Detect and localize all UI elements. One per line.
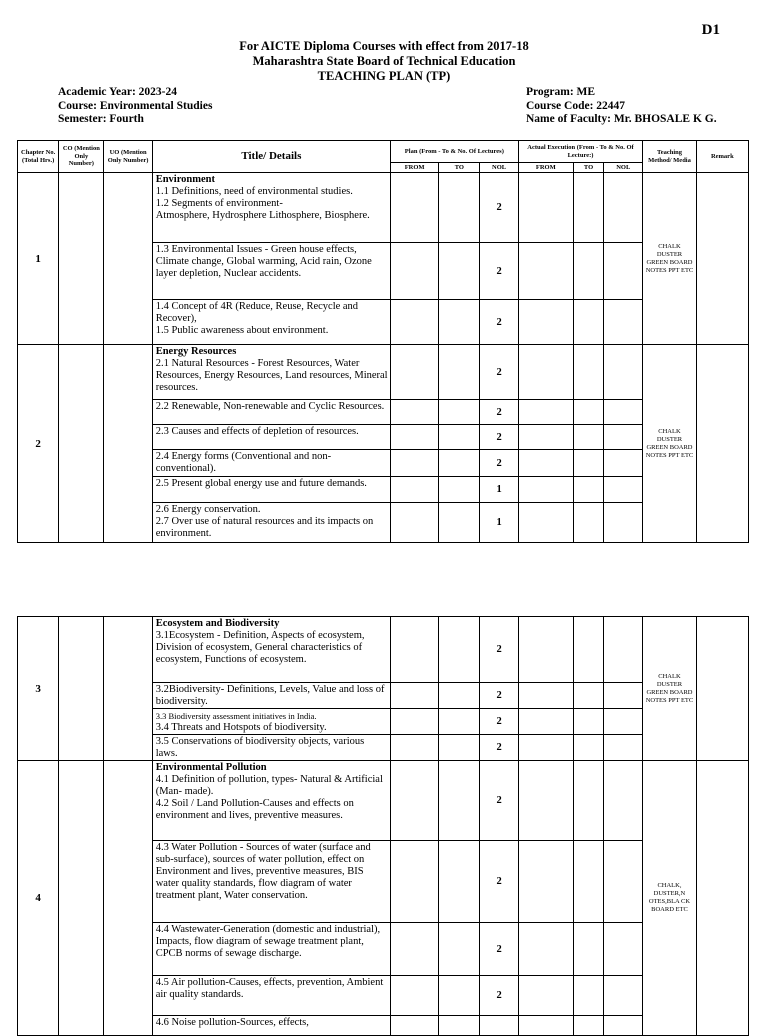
plan-nol: 2: [480, 923, 518, 976]
actual-nol: [604, 735, 643, 761]
plan-to: [439, 477, 480, 503]
topic-line: 3.4 Threats and Hotspots of biodiversity.: [155, 722, 327, 733]
col-chapter: Chapter No. (Total Hrs.): [18, 141, 59, 173]
actual-to: [573, 503, 603, 543]
plan-to: [439, 450, 480, 477]
co-cell: [59, 761, 104, 1036]
table-row: [18, 617, 749, 683]
topic-line: 3.3 Biodiversity assessment initiatives in India.: [155, 711, 317, 721]
topic-line: 1.4 Concept of 4R (Reduce, Reuse, Recycle and Recover),: [155, 301, 359, 324]
co-cell: [59, 173, 104, 345]
actual-from: [518, 1016, 573, 1036]
plan-from: [391, 425, 439, 450]
plan-from: [391, 345, 439, 400]
topic-line: 3.2Biodiversity- Definitions, Levels, Value and loss of biodiversity.: [155, 684, 385, 707]
uo-cell: [104, 761, 152, 1036]
topic-details: [152, 173, 390, 243]
plan-from: [391, 503, 439, 543]
plan-to: [439, 976, 480, 1016]
actual-nol: [604, 617, 643, 683]
chapter-number: 3: [18, 617, 59, 761]
actual-from: [518, 923, 573, 976]
actual-nol: [604, 841, 643, 923]
topic-details: [152, 503, 390, 543]
actual-nol: [604, 243, 643, 300]
topic-line: 3.5 Conservations of biodiversity objects, various laws.: [155, 736, 365, 759]
topic-details: [152, 477, 390, 503]
actual-from: [518, 841, 573, 923]
actual-nol: [604, 477, 643, 503]
plan-nol: 2: [480, 683, 518, 709]
chapter-title: Environmental Pollution: [155, 762, 267, 773]
topic-details: [152, 709, 390, 735]
program: Program: ME: [526, 86, 596, 98]
col-title: Title/ Details: [152, 141, 390, 173]
remark-cell: [696, 761, 748, 1036]
plan-nol: 2: [480, 425, 518, 450]
topic-line: 4.3 Water Pollution - Sources of water (surface and sub-surface), sources of water pollution, effect on Environment and lives, preventive measures, BIS water quality standards, flow diagram of water treatment plant, Water conservation.: [155, 842, 371, 901]
topic-line: 4.2 Soil / Land Pollution-Causes and effects on environment and lives, preventive measures.: [155, 798, 354, 821]
actual-nol: [604, 173, 643, 243]
teaching-plan-table-2: [17, 616, 749, 1036]
course-info-right: [526, 86, 717, 127]
actual-from: [518, 761, 573, 841]
col-co: CO (Mention Only Number): [59, 141, 104, 173]
actual-nol: [604, 683, 643, 709]
teaching-media: CHALK DUSTER GREEN BOARD NOTES PPT ETC: [643, 173, 696, 345]
actual-to: [573, 761, 603, 841]
plan-nol: 2: [480, 709, 518, 735]
plan-from: [391, 617, 439, 683]
plan-nol: 2: [480, 173, 518, 243]
col-plan: Plan (From - To & No. Of Lectures): [391, 141, 519, 163]
remark-cell: [696, 345, 748, 543]
plan-from: [391, 1016, 439, 1036]
topic-line: 2.6 Energy conservation.: [155, 504, 261, 515]
academic-year: Academic Year: 2023-24: [58, 86, 178, 98]
plan-to: [439, 761, 480, 841]
topic-line: Atmosphere, Hydrosphere Lithosphere, Biosphere.: [155, 210, 370, 221]
actual-to: [573, 976, 603, 1016]
actual-to: [573, 450, 603, 477]
header-line-aicte: For AICTE Diploma Courses with effect from 2017-18: [239, 39, 529, 53]
col-actual-from: FROM: [518, 163, 573, 173]
plan-nol: 2: [480, 243, 518, 300]
plan-to: [439, 617, 480, 683]
teaching-media: CHALK DUSTER GREEN BOARD NOTES PPT ETC: [643, 345, 696, 543]
actual-nol: [604, 761, 643, 841]
topic-details: [152, 683, 390, 709]
topic-details: [152, 1016, 390, 1036]
teaching-media: CHALK, DUSTER,N OTES,BLA CK BOARD ETC: [643, 761, 696, 1036]
plan-to: [439, 345, 480, 400]
chapter-number: 4: [18, 761, 59, 1036]
chapter-number: 1: [18, 173, 59, 345]
plan-from: [391, 923, 439, 976]
chapter-title: Energy Resources: [155, 346, 237, 357]
topic-line: 4.6 Noise pollution-Sources, effects,: [155, 1017, 309, 1028]
plan-nol: 2: [480, 345, 518, 400]
actual-to: [573, 425, 603, 450]
course-info-left: [58, 86, 212, 127]
actual-from: [518, 300, 573, 345]
plan-to: [439, 683, 480, 709]
chapter-title: Ecosystem and Biodiversity: [155, 618, 280, 629]
actual-nol: [604, 709, 643, 735]
semester: Semester: Fourth: [58, 113, 144, 125]
col-actual: Actual Execution (From - To & No. Of Lecture:): [518, 141, 643, 163]
actual-to: [573, 923, 603, 976]
document-tag: D1: [701, 22, 720, 38]
topic-line: 4.4 Wastewater-Generation (domestic and industrial), Impacts, flow diagram of sewage treatment plant, CPCB norms of sewage discharge.: [155, 924, 381, 959]
plan-nol: 2: [480, 841, 518, 923]
actual-nol: [604, 400, 643, 425]
actual-to: [573, 345, 603, 400]
plan-to: [439, 709, 480, 735]
actual-nol: [604, 923, 643, 976]
actual-to: [573, 243, 603, 300]
plan-to: [439, 173, 480, 243]
plan-from: [391, 243, 439, 300]
actual-from: [518, 450, 573, 477]
table-row: [18, 173, 749, 243]
actual-to: [573, 841, 603, 923]
topic-line: 4.1 Definition of pollution, types- Natural & Artificial (Man- made).: [155, 774, 383, 797]
plan-to: [439, 735, 480, 761]
remark-cell: [696, 617, 748, 761]
actual-from: [518, 503, 573, 543]
topic-line: 2.3 Causes and effects of depletion of resources.: [155, 426, 359, 437]
header-line-board: Maharashtra State Board of Technical Education: [252, 54, 516, 68]
topic-details: [152, 761, 390, 841]
co-cell: [59, 345, 104, 543]
table-row: [18, 345, 749, 400]
actual-to: [573, 709, 603, 735]
actual-nol: [604, 503, 643, 543]
plan-to: [439, 923, 480, 976]
plan-from: [391, 683, 439, 709]
plan-nol: 2: [480, 617, 518, 683]
actual-to: [573, 683, 603, 709]
document-header: [0, 39, 768, 84]
topic-line: 1.1 Definitions, need of environmental studies.: [155, 186, 353, 197]
col-plan-nol: NOL: [480, 163, 518, 173]
topic-line: 2.1 Natural Resources - Forest Resources, Water Resources, Energy Resources, Land resources, Mineral resources.: [155, 358, 388, 393]
topic-details: [152, 300, 390, 345]
actual-nol: [604, 976, 643, 1016]
topic-details: [152, 345, 390, 400]
actual-to: [573, 477, 603, 503]
plan-to: [439, 1016, 480, 1036]
col-remark: Remark: [696, 141, 748, 173]
actual-to: [573, 1016, 603, 1036]
topic-details: [152, 976, 390, 1016]
remark-cell: [696, 173, 748, 345]
col-uo: UO (Mention Only Number): [104, 141, 152, 173]
plan-nol: 2: [480, 976, 518, 1016]
plan-from: [391, 477, 439, 503]
actual-from: [518, 976, 573, 1016]
col-plan-from: FROM: [391, 163, 439, 173]
topic-line: 2.7 Over use of natural resources and its impacts on environment.: [155, 516, 374, 539]
actual-from: [518, 477, 573, 503]
topic-details: [152, 425, 390, 450]
actual-from: [518, 617, 573, 683]
actual-from: [518, 243, 573, 300]
actual-from: [518, 709, 573, 735]
plan-from: [391, 709, 439, 735]
plan-nol: 2: [480, 761, 518, 841]
actual-to: [573, 400, 603, 425]
actual-from: [518, 735, 573, 761]
course-name: Course: Environmental Studies: [58, 99, 213, 112]
actual-from: [518, 173, 573, 243]
plan-to: [439, 400, 480, 425]
uo-cell: [104, 345, 152, 543]
actual-from: [518, 400, 573, 425]
plan-nol: 1: [480, 477, 518, 503]
course-code: Course Code: 22447: [526, 99, 626, 112]
actual-nol: [604, 345, 643, 400]
actual-nol: [604, 300, 643, 345]
topic-line: 1.5 Public awareness about environment.: [155, 325, 329, 336]
topic-line: 1.3 Environmental Issues - Green house effects, Climate change, Global warming, Acid rain, Ozone layer depletion, Nuclear accidents.: [155, 244, 372, 279]
plan-nol: [480, 1016, 518, 1036]
uo-cell: [104, 173, 152, 345]
co-cell: [59, 617, 104, 761]
topic-details: [152, 841, 390, 923]
actual-from: [518, 345, 573, 400]
topic-details: [152, 400, 390, 425]
plan-to: [439, 841, 480, 923]
plan-from: [391, 735, 439, 761]
plan-nol: 2: [480, 300, 518, 345]
topic-line: 1.2 Segments of environment-: [155, 198, 283, 209]
topic-details: [152, 617, 390, 683]
topic-line: 3.1Ecosystem - Definition, Aspects of ecosystem, Division of ecosystem, General characteristics of ecosystem, Functions of ecosystem.: [155, 630, 365, 665]
teaching-media: CHALK DUSTER GREEN BOARD NOTES PPT ETC: [643, 617, 696, 761]
plan-nol: 1: [480, 503, 518, 543]
plan-nol: 2: [480, 735, 518, 761]
chapter-number: 2: [18, 345, 59, 543]
plan-from: [391, 400, 439, 425]
plan-from: [391, 300, 439, 345]
actual-nol: [604, 425, 643, 450]
plan-to: [439, 300, 480, 345]
plan-from: [391, 976, 439, 1016]
topic-line: 2.5 Present global energy use and future demands.: [155, 478, 367, 489]
topic-line: 2.4 Energy forms (Conventional and non-conventional).: [155, 451, 332, 474]
uo-cell: [104, 617, 152, 761]
topic-details: [152, 735, 390, 761]
plan-to: [439, 425, 480, 450]
plan-nol: 2: [480, 400, 518, 425]
topic-details: [152, 450, 390, 477]
topic-line: 2.2 Renewable, Non-renewable and Cyclic Resources.: [155, 401, 385, 412]
actual-from: [518, 425, 573, 450]
actual-to: [573, 173, 603, 243]
plan-to: [439, 503, 480, 543]
faculty-name: Name of Faculty: Mr. BHOSALE K G.: [526, 113, 717, 125]
col-plan-to: TO: [439, 163, 480, 173]
plan-to: [439, 243, 480, 300]
col-actual-to: TO: [573, 163, 603, 173]
teaching-plan-table-1: [17, 140, 749, 543]
actual-to: [573, 300, 603, 345]
plan-from: [391, 761, 439, 841]
topic-details: [152, 923, 390, 976]
actual-nol: [604, 450, 643, 477]
actual-nol: [604, 1016, 643, 1036]
plan-nol: 2: [480, 450, 518, 477]
table-row: [18, 761, 749, 841]
topic-details: [152, 243, 390, 300]
col-method: Teaching Method/ Media: [643, 141, 696, 173]
plan-from: [391, 841, 439, 923]
header-line-plan: TEACHING PLAN (TP): [317, 69, 451, 83]
col-actual-nol: NOL: [604, 163, 643, 173]
plan-from: [391, 450, 439, 477]
actual-to: [573, 735, 603, 761]
actual-from: [518, 683, 573, 709]
chapter-title: Environment: [155, 174, 216, 185]
topic-line: 4.5 Air pollution-Causes, effects, prevention, Ambient air quality standards.: [155, 977, 384, 1000]
actual-to: [573, 617, 603, 683]
plan-from: [391, 173, 439, 243]
